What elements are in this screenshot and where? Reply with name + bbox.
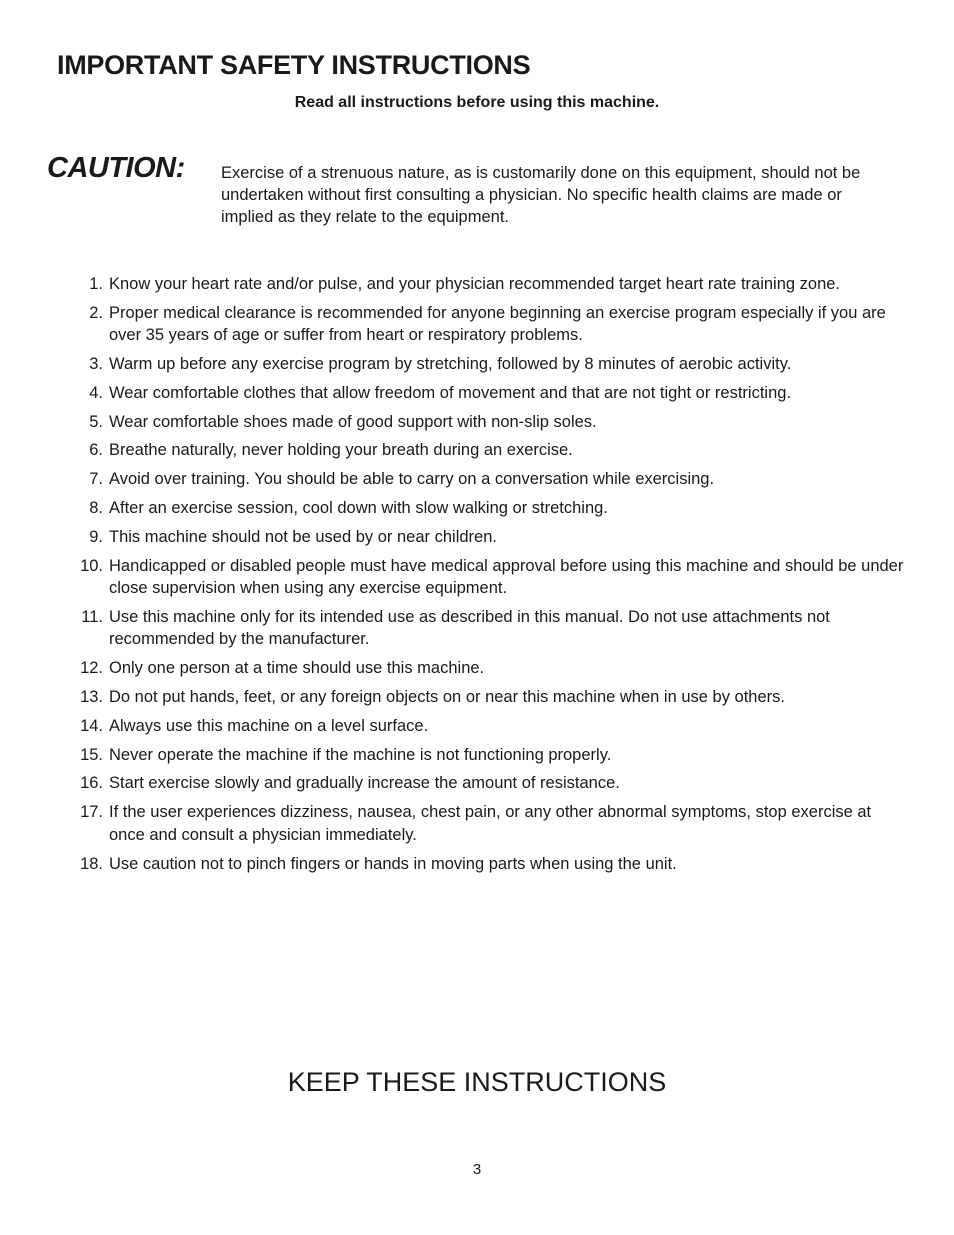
instruction-text: After an exercise session, cool down with slow walking or stretching. [109, 499, 608, 518]
instruction-number: 17. [80, 803, 103, 822]
instruction-item [60, 772, 910, 795]
instruction-text: Use caution not to pinch fingers or hands in moving parts when using the unit. [109, 854, 677, 873]
instruction-item [60, 302, 910, 347]
instruction-text: Avoid over training. You should be able to carry on a conversation while exercising. [109, 470, 715, 489]
instruction-text: Always use this machine on a level surface. [109, 716, 429, 735]
caution-text: Exercise of a strenuous nature, as is customarily done on this equipment, should not be undertaken without first consulting a physician. No specific health claims are made or implied as they relate to the equipment. [221, 164, 861, 226]
instruction-item [60, 606, 910, 651]
page-title: IMPORTANT SAFETY INSTRUCTIONS [57, 50, 531, 80]
instruction-number: 15. [80, 745, 103, 764]
instruction-text: Never operate the machine if the machine is not functioning properly. [109, 745, 612, 764]
instruction-number: 8. [89, 499, 103, 518]
instruction-item [60, 686, 910, 709]
instruction-number: 18. [80, 854, 103, 873]
instruction-number: 14. [80, 716, 103, 735]
instruction-item [60, 555, 910, 600]
instruction-text: Know your heart rate and/or pulse, and your physician recommended target heart rate training zone. [109, 275, 841, 293]
instruction-item [60, 715, 910, 738]
instruction-text: If the user experiences dizziness, nausea, chest pain, or any other abnormal symptoms, stop exercise at once and consult a physician immediately. [109, 803, 872, 844]
instruction-number: 1. [89, 275, 103, 293]
instruction-number: 9. [89, 527, 103, 546]
page-number: 3 [472, 1161, 482, 1178]
instruction-item [60, 273, 910, 296]
instruction-text: Handicapped or disabled people must have medical approval before using this machine and should be under close supervision when using any exercise equipment. [109, 556, 904, 598]
caution-label: CAUTION: [47, 152, 185, 184]
instruction-item [60, 468, 910, 491]
instruction-item [60, 744, 910, 767]
instruction-text: Breathe naturally, never holding your breath during an exercise. [109, 441, 573, 460]
instruction-text: Only one person at a time should use this machine. [109, 659, 485, 678]
instruction-item [60, 411, 910, 434]
instruction-list [60, 273, 910, 881]
instruction-text: Wear comfortable shoes made of good support with non-slip soles. [109, 412, 597, 431]
instruction-number: 6. [89, 441, 103, 460]
instruction-number: 10. [80, 556, 103, 575]
instruction-number: 11. [81, 607, 103, 626]
instruction-text: Use this machine only for its intended use as described in this manual. Do not use attachments not recommended by the manufacturer. [109, 607, 830, 649]
instruction-number: 12. [80, 659, 103, 678]
instruction-item [60, 526, 910, 549]
instruction-number: 7. [89, 470, 103, 489]
instruction-text: Do not put hands, feet, or any foreign objects on or near this machine when in use by others. [109, 688, 785, 707]
instruction-number: 16. [80, 774, 103, 793]
instruction-number: 5. [89, 412, 103, 431]
instruction-text: Wear comfortable clothes that allow freedom of movement and that are not tight or restricting. [109, 383, 792, 402]
page-subtitle: Read all instructions before using this machine. [294, 94, 660, 111]
instruction-number: 3. [89, 355, 103, 374]
instruction-number: 2. [89, 303, 103, 322]
instruction-item [60, 439, 910, 462]
instruction-item [60, 497, 910, 520]
instruction-text: Proper medical clearance is recommended for anyone beginning an exercise program especially if you are over 35 years of age or suffer from heart or respiratory problems. [109, 303, 886, 345]
instruction-item [60, 353, 910, 376]
instruction-number: 4. [89, 383, 103, 402]
instruction-text: This machine should not be used by or near children. [109, 527, 497, 546]
keep-instructions-heading: KEEP THESE INSTRUCTIONS [287, 1067, 667, 1097]
instruction-item [60, 382, 910, 405]
instruction-number: 13. [80, 688, 103, 707]
instruction-item [60, 853, 910, 876]
instruction-text: Start exercise slowly and gradually increase the amount of resistance. [109, 774, 620, 793]
instruction-text: Warm up before any exercise program by stretching, followed by 8 minutes of aerobic activity. [109, 355, 792, 374]
instruction-item [60, 801, 910, 846]
instruction-item [60, 657, 910, 680]
